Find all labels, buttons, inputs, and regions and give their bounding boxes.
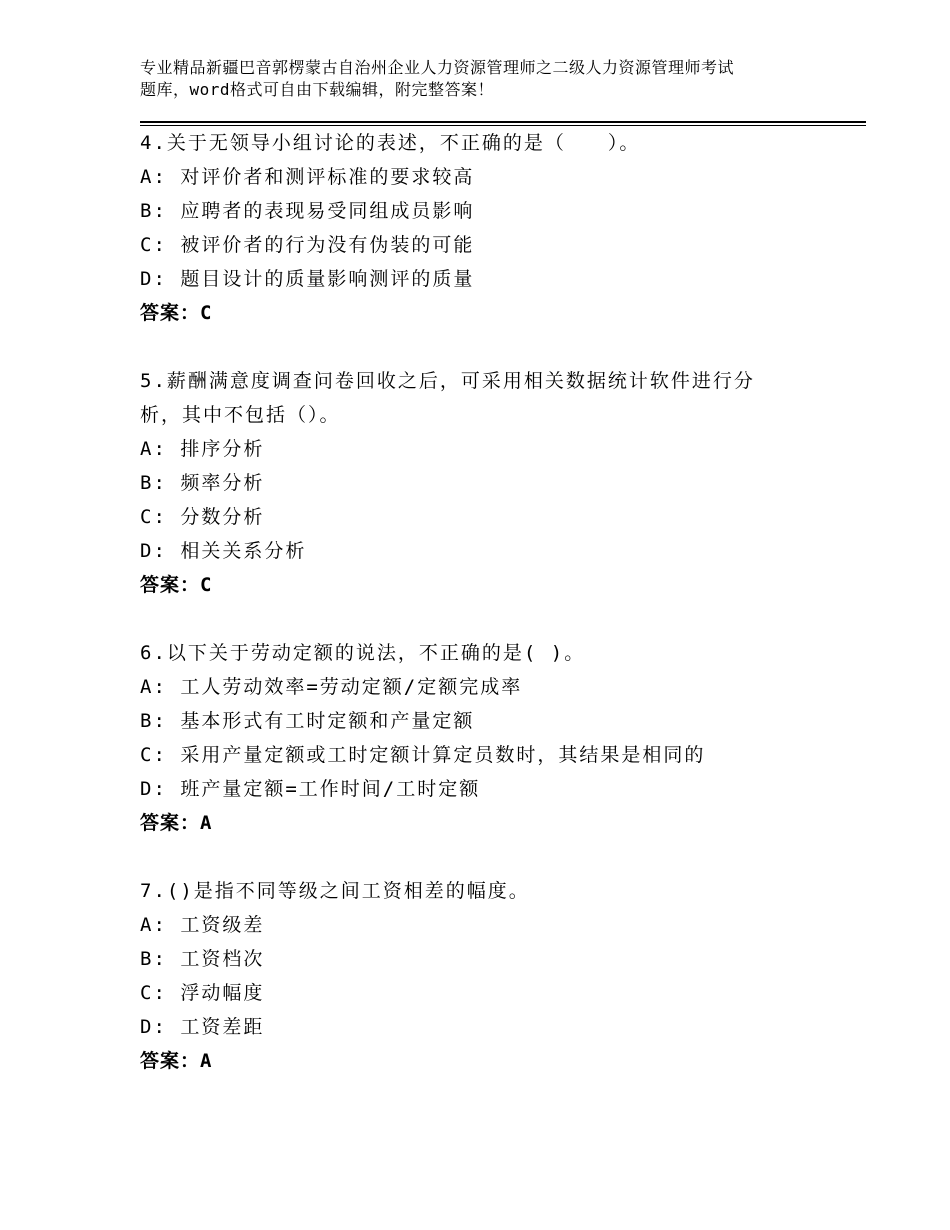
- option-c: C: 浮动幅度: [140, 982, 265, 1004]
- option-a: A: 工人劳动效率=劳动定额/定额完成率: [140, 676, 523, 698]
- option-d: D: 工资差距: [140, 1016, 265, 1038]
- question-text: 6.以下关于劳动定额的说法，不正确的是( )。: [140, 642, 586, 664]
- question-text: 5.薪酬满意度调查问卷回收之后，可采用相关数据统计软件进行分: [140, 370, 755, 392]
- page-header: [140, 57, 830, 101]
- header-line-2: 题库，word格式可自由下载编辑，附完整答案！: [140, 80, 495, 99]
- question-text: 4.关于无领导小组讨论的表述，不正确的是（ ）。: [140, 132, 641, 154]
- option-d: D: 相关关系分析: [140, 540, 307, 562]
- answer: 答案：C: [140, 574, 213, 596]
- option-a: A: 对评价者和测评标准的要求较高: [140, 166, 475, 188]
- header-line-1: 专业精品新疆巴音郭楞蒙古自治州企业人力资源管理师之二级人力资源管理师考试: [140, 58, 735, 77]
- option-b: B: 应聘者的表现易受同组成员影响: [140, 200, 475, 222]
- question-text: 7.()是指不同等级之间工资相差的幅度。: [140, 880, 530, 902]
- option-d: D: 题目设计的质量影响测评的质量: [140, 268, 475, 290]
- question-5: [140, 364, 840, 602]
- option-a: A: 排序分析: [140, 438, 265, 460]
- question-list: [140, 126, 840, 1112]
- question-4: [140, 126, 840, 330]
- option-b: B: 基本形式有工时定额和产量定额: [140, 710, 475, 732]
- option-b: B: 工资档次: [140, 948, 265, 970]
- option-b: B: 频率分析: [140, 472, 265, 494]
- header-divider-thick: [140, 121, 866, 123]
- option-a: A: 工资级差: [140, 914, 265, 936]
- option-d: D: 班产量定额=工作时间/工时定额: [140, 778, 481, 800]
- answer: 答案：C: [140, 302, 213, 324]
- question-6: [140, 636, 840, 840]
- answer: 答案：A: [140, 812, 213, 834]
- question-text-continued: 析，其中不包括（）。: [140, 404, 341, 426]
- option-c: C: 被评价者的行为没有伪装的可能: [140, 234, 475, 256]
- option-c: C: 分数分析: [140, 506, 265, 528]
- option-c: C: 采用产量定额或工时定额计算定员数时，其结果是相同的: [140, 744, 706, 766]
- question-7: [140, 874, 840, 1078]
- answer: 答案：A: [140, 1050, 213, 1072]
